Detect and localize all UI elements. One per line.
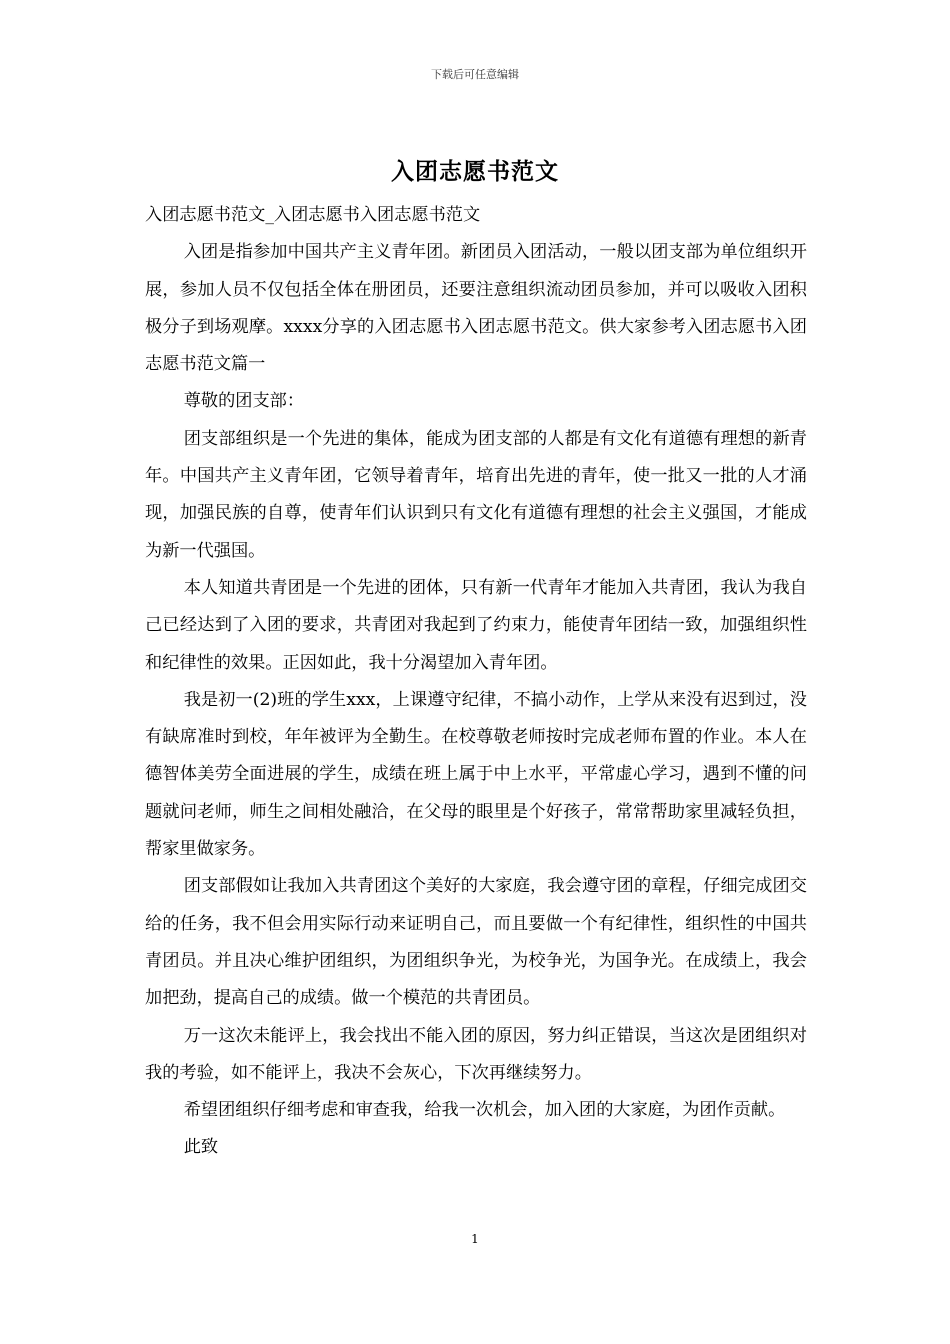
document-title: 入团志愿书范文: [391, 158, 559, 185]
salutation: 尊敬的团支部：: [183, 391, 305, 412]
body-paragraph: 本人知道共青团是一个先进的团体，只有新一代青年才能加入共青团，我认为我自己已经达到了入团的要求，共青团对我起到了约束力，能使青年团结一致，加强组织性和纪律性的效果。正因如此，我十分渴望加入青年团。: [145, 577, 807, 673]
document-body: [145, 197, 807, 1167]
header-note: 下载后可任意编辑: [431, 68, 519, 81]
closing-line: 此致: [183, 1137, 219, 1158]
body-paragraph: 希望团组织仔细考虑和审查我，给我一次机会，加入团的大家庭，为团作贡献。: [183, 1100, 786, 1121]
subtitle-line: 入团志愿书范文_入团志愿书入团志愿书范文: [145, 205, 481, 225]
body-paragraph: 团支部组织是一个先进的集体，能成为团支部的人都是有文化有道德有理想的新青年。中国共产主义青年团，它领导着青年，培育出先进的青年，使一批又一批的人才涌现，加强民族的自尊，使青年们认识到只有文化有道德有理想的社会主义强国，才能成为新一代强国。: [145, 428, 807, 561]
body-paragraph: 团支部假如让我加入共青团这个美好的大家庭，我会遵守团的章程，仔细完成团交给的任务，我不但会用实际行动来证明自己，而且要做一个有纪律性，组织性的中国共青团员。并且决心维护团组织，为团组织争光，为校争光，为国争光。在成绩上，我会加把劲，提高自己的成绩。做一个模范的共青团员。: [145, 876, 807, 1009]
page-number: 1: [471, 1232, 479, 1246]
intro-paragraph: 入团是指参加中国共产主义青年团。新团员入团活动，一般以团支部为单位组织开展，参加人员不仅包括全体在册团员，还要注意组织流动团员参加，并可以吸收入团积极分子到场观摩。xxxx分享的入团志愿书入团志愿书范文。供大家参考入团志愿书入团志愿书范文篇一: [145, 242, 807, 375]
body-paragraph: 万一这次未能评上，我会找出不能入团的原因，努力纠正错误，当这次是团组织对我的考验，如不能评上，我决不会灰心，下次再继续努力。: [145, 1025, 807, 1083]
body-paragraph: 我是初一(2)班的学生xxx，上课遵守纪律，不搞小动作，上学从来没有迟到过，没有缺席准时到校，年年被评为全勤生。在校尊敬老师按时完成老师布置的作业。本人在德智体美劳全面进展的学生，成绩在班上属于中上水平，平常虚心学习，遇到不懂的问题就问老师，师生之间相处融洽，在父母的眼里是个好孩子，常常帮助家里减轻负担，帮家里做家务。: [145, 689, 807, 860]
